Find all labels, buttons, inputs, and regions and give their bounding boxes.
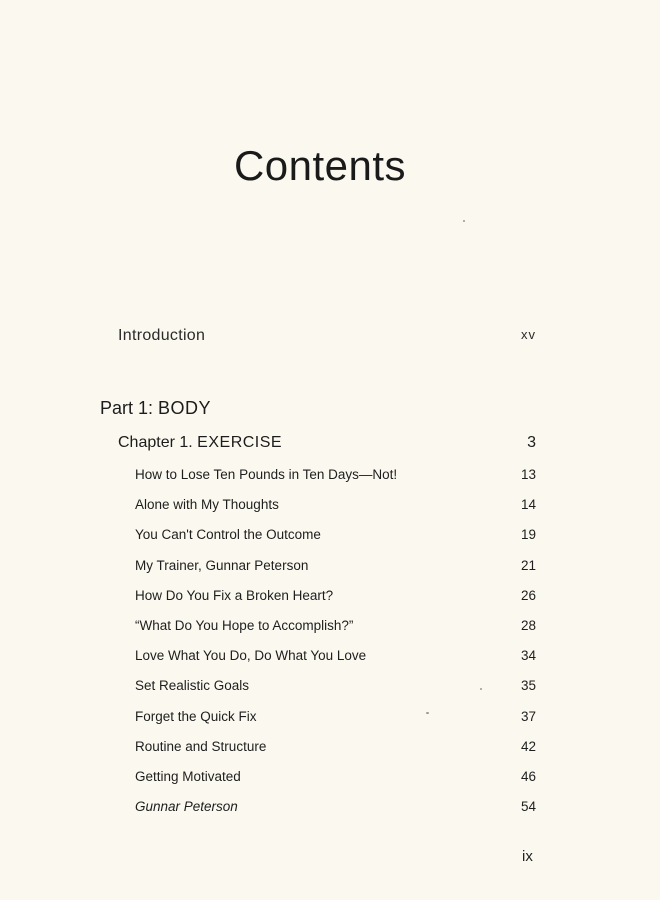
toc-entry-title: Love What You Do, Do What You Love [135,648,367,664]
toc-entry-page: 28 [520,617,536,633]
paper-speck [480,688,482,690]
chapter-name: EXERCISE [197,434,283,451]
toc-part-heading [100,398,211,419]
toc-entry-page: 21 [520,557,536,573]
introduction-label: Introduction [118,327,206,344]
toc-chapter-row [118,434,536,452]
toc-entry [135,796,536,826]
paper-speck [426,712,429,714]
toc-entry-page: 42 [520,738,536,754]
toc-entry-title: Routine and Structure [135,738,267,754]
toc-entry-page: 37 [520,708,536,724]
chapter-page-number: 3 [527,434,536,451]
toc-introduction-row [118,327,536,345]
part-prefix: Part 1: [100,398,154,418]
toc-entry [135,494,536,524]
toc-entry-title: My Trainer, Gunnar Peterson [135,557,309,573]
toc-entry-title: Alone with My Thoughts [135,497,279,513]
toc-entry [135,645,536,675]
toc-entry-title: You Can't Control the Outcome [135,527,321,543]
toc-entry-title: “What Do You Hope to Accomplish?” [135,617,354,633]
toc-entry [135,615,536,645]
toc-entry-title: Getting Motivated [135,768,241,784]
toc-entry-title: Gunnar Peterson [135,799,238,815]
paper-speck [463,220,465,222]
toc-entry [135,464,536,494]
toc-entry [135,524,536,554]
toc-entry-title: How Do You Fix a Broken Heart? [135,587,334,603]
toc-entry-page: 13 [520,467,536,482]
chapter-heading [118,434,282,452]
part-name: BODY [158,398,212,418]
page-folio: ix [522,848,533,865]
toc-entry [135,706,536,736]
toc-entry [135,585,536,615]
toc-entry [135,555,536,585]
toc-entry-title: Forget the Quick Fix [135,708,257,724]
toc-entry-page: 54 [520,799,536,815]
toc-entry-title: How to Lose Ten Pounds in Ten Days—Not! [135,467,398,482]
toc-entry-page: 34 [520,648,536,664]
toc-entry-page: 26 [520,587,536,603]
chapter-prefix: Chapter 1. [118,434,193,451]
toc-entry-page: 46 [520,768,536,784]
toc-entry-page: 19 [520,527,536,543]
toc-entry-title: Set Realistic Goals [135,678,250,694]
toc-entry-list [135,464,536,826]
introduction-page-number: xv [521,327,536,342]
toc-entry [135,766,536,796]
toc-entry-page: 35 [520,678,536,694]
toc-entry-page: 14 [520,497,536,513]
toc-entry [135,675,536,705]
page-title: Contents [233,142,407,189]
toc-entry [135,736,536,766]
